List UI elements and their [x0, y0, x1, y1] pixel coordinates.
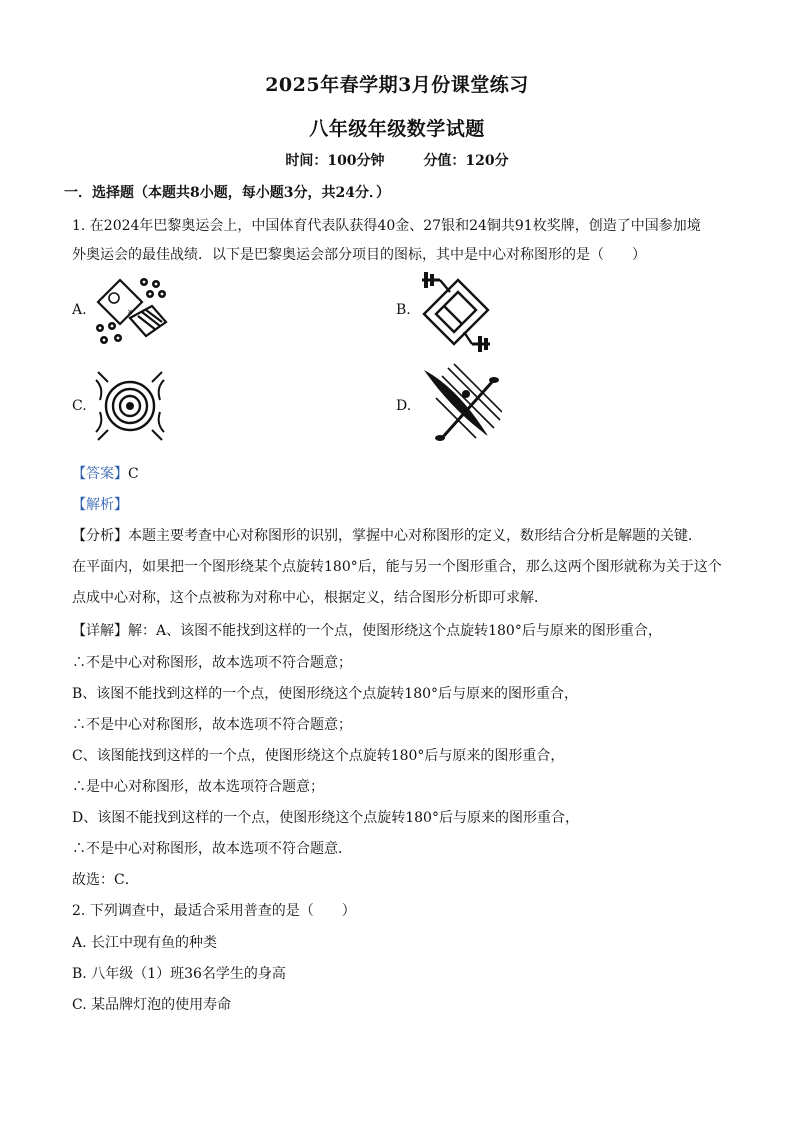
analysis-line-2: 在平面内，如果把一个图形绕某个点旋转180°后，能与另一个图形重合，那么这两个图形就称为关于这个 [72, 559, 722, 575]
detail-line-2: ∴不是中心对称图形，故本选项不符合题意； [72, 655, 352, 671]
answer-tag: 【答案】 [72, 466, 128, 482]
section-heading: 一．选择题（本题共8小题，每小题3分，共24分．） [64, 185, 390, 201]
page-subtitle: 八年级年级数学试题 [309, 118, 485, 140]
q1-stem-line1: 1. 在2024年巴黎奥运会上，中国体育代表队获得40金、27银和24铜共91枚奖牌，创造了中国参加境 [72, 218, 701, 234]
soccer-pitch-icon [90, 272, 170, 352]
detail-line-3: B、该图不能找到这样的一个点，使图形绕这个点旋转180°后与原来的图形重合， [72, 686, 579, 702]
q2-option-b: B. 八年级（1）班36名学生的身高 [72, 966, 286, 982]
q1-answer [72, 463, 139, 483]
q1-option-a-label: A. [72, 302, 87, 318]
answer-value: C [128, 466, 139, 482]
weightlifting-icon [414, 270, 498, 354]
analysis-line-1: 【分析】本题主要考查中心对称图形的识别，掌握中心对称图形的定义，数形结合分析是解题的关键． [72, 528, 702, 544]
analysis-line-3: 点成中心对称，这个点被称为对称中心，根据定义，结合图形分析即可求解． [72, 590, 548, 606]
q1-stem-line2: 外奥运会的最佳战绩．以下是巴黎奥运会部分项目的图标，其中是中心对称图形的是（ ） [72, 247, 646, 263]
q2-stem: 2. 下列调查中，最适合采用普查的是（ ） [72, 903, 356, 919]
page-title: 2025年春学期3月份课堂练习 [265, 74, 529, 96]
detail-line-1: 【详解】解：A、该图不能找到这样的一个点，使图形绕这个点旋转180°后与原来的图形重合， [72, 623, 662, 639]
canoe-icon [418, 360, 502, 444]
exam-score: 分值：120分 [423, 153, 509, 169]
archery-target-icon [90, 366, 170, 446]
exam-time: 时间：100分钟 [285, 153, 385, 169]
detail-line-9: 故选：C． [72, 872, 139, 888]
detail-line-8: ∴不是中心对称图形，故本选项不符合题意． [72, 841, 352, 857]
detail-line-4: ∴不是中心对称图形，故本选项不符合题意； [72, 717, 352, 733]
detail-line-6: ∴是中心对称图形，故本选项符合题意； [72, 779, 324, 795]
detail-line-5: C、该图能找到这样的一个点，使图形绕这个点旋转180°后与原来的图形重合， [72, 748, 565, 764]
svg-text:×: × [127, 308, 133, 316]
q2-option-a: A. 长江中现有鱼的种类 [72, 935, 218, 951]
q1-option-c-label: C. [72, 398, 87, 414]
q1-option-b-label: B. [396, 302, 411, 318]
analysis-tag: 【解析】 [72, 497, 128, 513]
detail-line-7: D、该图不能找到这样的一个点，使图形绕这个点旋转180°后与原来的图形重合， [72, 810, 579, 826]
q1-option-d-label: D. [396, 398, 412, 414]
exam-meta [0, 150, 794, 170]
q2-option-c: C. 某品牌灯泡的使用寿命 [72, 997, 232, 1013]
